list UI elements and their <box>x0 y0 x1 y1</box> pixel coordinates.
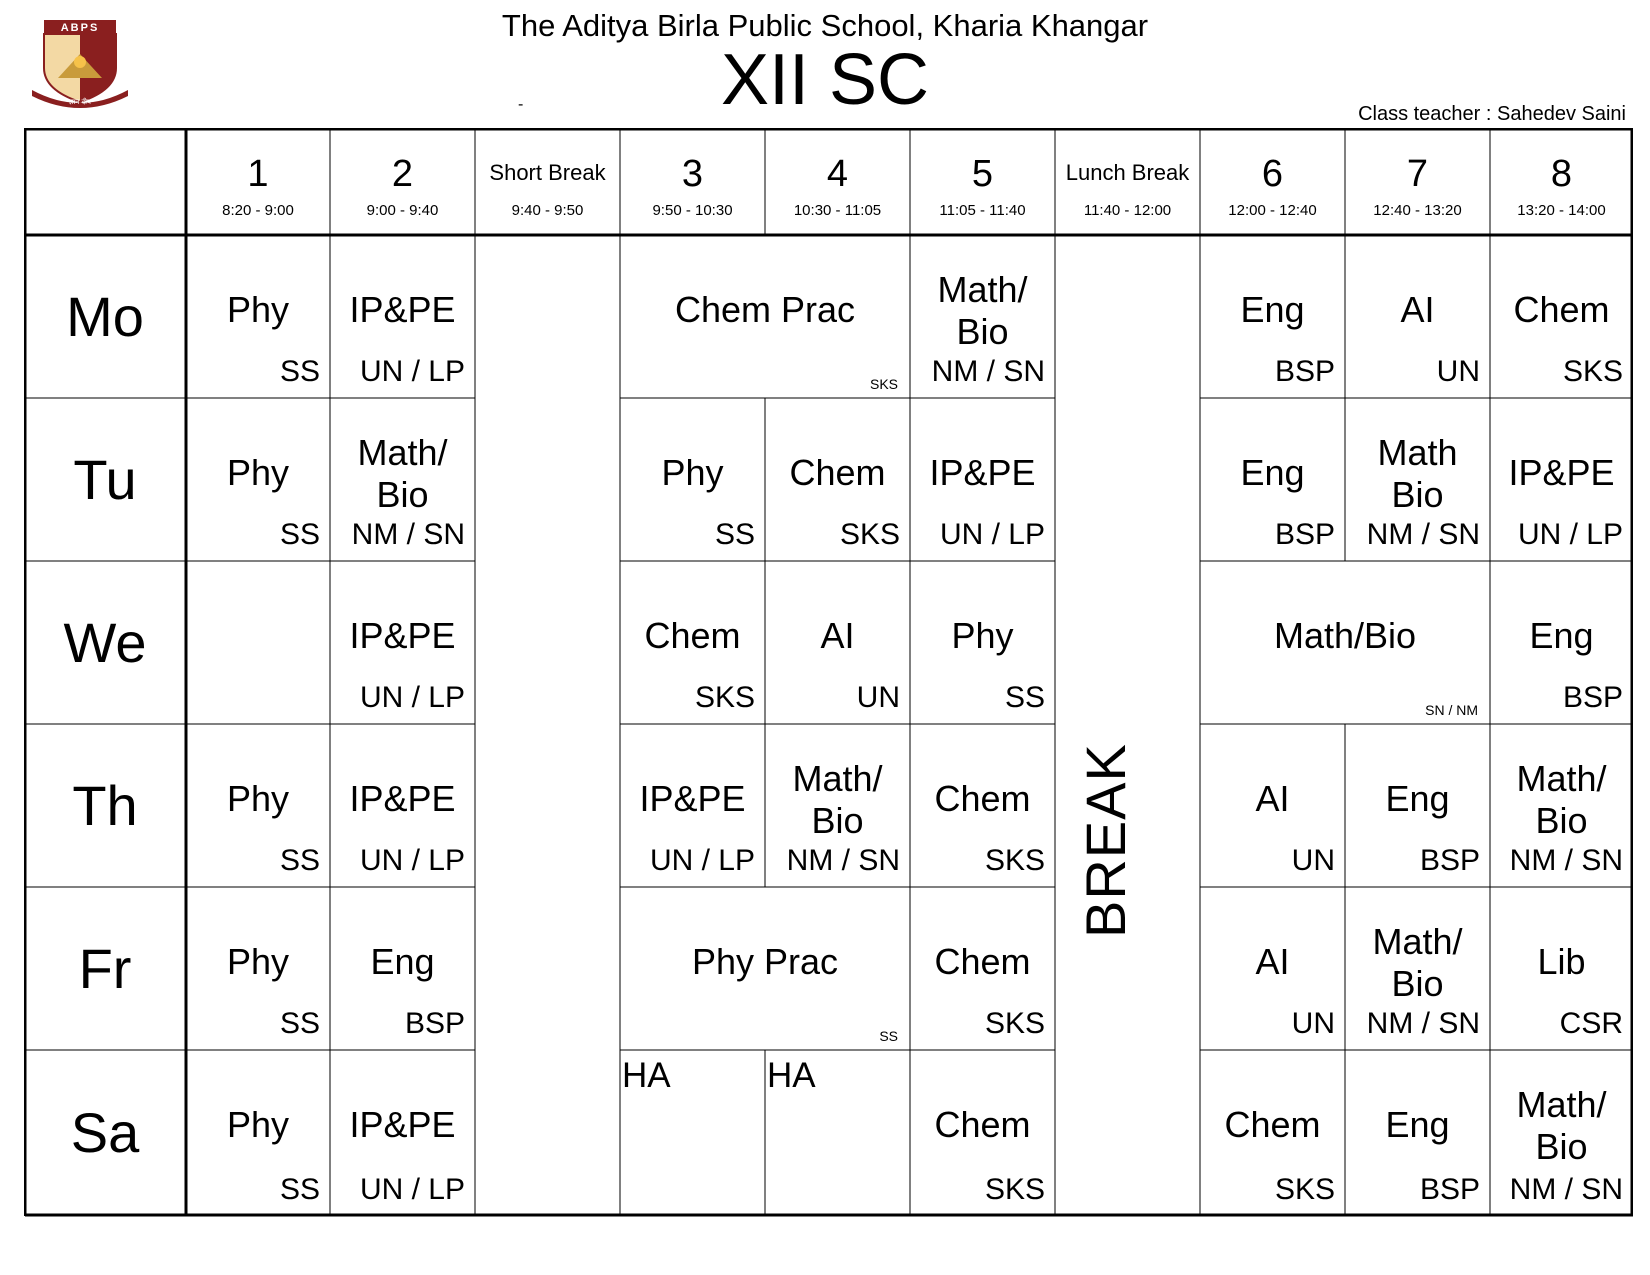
header-period-time: 12:00 - 12:40 <box>1228 202 1317 219</box>
teacher-initials: SKS <box>869 376 898 392</box>
subject-label: Phy <box>226 941 290 982</box>
subject-label: Eng <box>1385 778 1450 819</box>
header-period-time: 9:40 - 9:50 <box>511 202 584 219</box>
subject-line: Bio <box>1391 963 1444 1004</box>
teacher-initials: SKS <box>984 844 1045 877</box>
header-period-time: 9:00 - 9:40 <box>366 202 439 219</box>
subject-label: IP&PE <box>349 289 456 330</box>
timetable-cell <box>186 1050 330 1216</box>
ha-label: HA <box>767 1056 816 1095</box>
header-period-number: 5 <box>971 153 994 195</box>
subject-label: Phy <box>226 1104 290 1145</box>
subject-label: Chem <box>644 615 741 656</box>
subject-label: AI <box>1255 778 1290 819</box>
teacher-initials: CSR <box>1559 1007 1623 1040</box>
subject-label: IP&PE <box>349 778 456 819</box>
timetable-cell <box>1200 887 1345 1050</box>
timetable-cell <box>765 561 910 724</box>
subject-line: Math/ <box>1516 1084 1607 1125</box>
subject-line: Bio <box>1535 1126 1588 1167</box>
subject-label: Eng <box>1240 452 1305 493</box>
header-period-number: 6 <box>1261 153 1284 195</box>
timetable-cell <box>1490 398 1633 561</box>
class-teacher: Class teacher : Sahedev Saini <box>1358 103 1626 125</box>
teacher-initials: SKS <box>984 1173 1045 1206</box>
timetable-cell <box>1200 724 1345 887</box>
school-name: The Aditya Birla Public School, Kharia Khangar <box>501 8 1149 43</box>
subject-label: Eng <box>370 941 435 982</box>
teacher-initials: BSP <box>1419 844 1480 877</box>
header-period-time: 8:20 - 9:00 <box>222 202 294 219</box>
teacher-initials: SS <box>279 1007 320 1040</box>
subject-label: Chem <box>934 778 1031 819</box>
subject-label: AI <box>1400 289 1435 330</box>
teacher-initials: SKS <box>984 1007 1045 1040</box>
teacher-initials: UN / LP <box>939 518 1045 551</box>
teacher-initials: SN / NM <box>1425 702 1478 718</box>
subject-label: Eng <box>1240 289 1305 330</box>
ha-label: HA <box>622 1056 671 1095</box>
timetable-cell <box>1345 1050 1490 1216</box>
teacher-initials: SKS <box>694 681 755 714</box>
subject-label: Phy <box>226 289 290 330</box>
subject-line: Math/ <box>792 758 883 799</box>
teacher-initials: SS <box>279 355 320 388</box>
logo-text: ABPS <box>60 22 100 34</box>
subject-label: Chem <box>934 941 1031 982</box>
timetable-cell <box>186 235 330 398</box>
timetable-cell <box>765 724 910 887</box>
teacher-initials: SS <box>714 518 755 551</box>
timetable-cell <box>1490 1050 1633 1216</box>
timetable-cell <box>910 1050 1055 1216</box>
teacher-initials: UN <box>1291 844 1335 877</box>
teacher-initials: SS <box>879 1028 898 1044</box>
teacher-initials: SKS <box>1562 355 1623 388</box>
subject-label: IP&PE <box>639 778 746 819</box>
timetable-cell <box>620 561 765 724</box>
subject-line: Bio <box>376 474 429 515</box>
timetable-cell <box>1345 235 1490 398</box>
timetable-cell <box>765 1050 910 1216</box>
teacher-initials: UN / LP <box>359 355 465 388</box>
timetable-cell <box>1345 398 1490 561</box>
timetable-cell <box>330 724 475 887</box>
timetable-cell <box>186 561 330 724</box>
teacher-initials: SS <box>279 1173 320 1206</box>
subject-label <box>1490 758 1633 842</box>
teacher-initials: UN / LP <box>359 1173 465 1206</box>
subject-label: Math/Bio <box>1273 615 1417 656</box>
subject-label: AI <box>1255 941 1290 982</box>
timetable-cell <box>1200 561 1490 724</box>
subject-label: Phy <box>951 615 1014 656</box>
teacher-initials: UN / LP <box>359 844 465 877</box>
teacher-initials: UN <box>856 681 900 714</box>
teacher-initials: NM / SN <box>786 844 900 877</box>
subject-label <box>765 758 910 842</box>
day-label: Sa <box>70 1101 140 1164</box>
subject-label: Chem <box>1224 1104 1321 1145</box>
timetable-cell <box>620 724 765 887</box>
subject-label: Phy <box>226 452 290 493</box>
subject-line: Math <box>1377 432 1458 473</box>
timetable-cell <box>910 398 1055 561</box>
teacher-initials: UN / LP <box>649 844 755 877</box>
subject-line: Math/ <box>1372 921 1463 962</box>
teacher-initials: SKS <box>1274 1173 1335 1206</box>
subject-label: IP&PE <box>349 1104 456 1145</box>
subject-label: AI <box>820 615 855 656</box>
timetable-cell <box>1490 724 1633 887</box>
header-period-number: 8 <box>1550 153 1573 195</box>
teacher-initials: BSP <box>1274 518 1335 551</box>
subject-label: Eng <box>1529 615 1594 656</box>
subject-label <box>910 269 1055 353</box>
header-period-time: 9:50 - 10:30 <box>652 202 733 219</box>
teacher-initials: NM / SN <box>351 518 465 551</box>
timetable-cell <box>620 398 765 561</box>
day-label: Fr <box>78 936 132 1000</box>
timetable-cell <box>1490 887 1633 1050</box>
day-label: Tu <box>73 447 137 511</box>
teacher-initials: BSP <box>1419 1173 1480 1206</box>
header-period-number: 4 <box>826 153 849 195</box>
timetable-cell <box>1200 1050 1345 1216</box>
header-period-time: 12:40 - 13:20 <box>1373 202 1462 219</box>
day-label: We <box>63 610 147 674</box>
timetable-cell <box>1345 887 1490 1050</box>
teacher-initials: UN / LP <box>1517 518 1623 551</box>
day-label: Mo <box>66 284 144 348</box>
subject-line: Math/ <box>937 269 1028 310</box>
teacher-initials: SS <box>1004 681 1045 714</box>
day-label: Th <box>72 773 138 837</box>
timetable-cell <box>1200 398 1345 561</box>
teacher-initials: NM / SN <box>1366 1007 1480 1040</box>
timetable-cell <box>330 887 475 1050</box>
timetable-cell <box>910 561 1055 724</box>
timetable-cell <box>620 235 910 398</box>
header-period-number: 7 <box>1406 153 1429 195</box>
timetable-cell <box>1345 724 1490 887</box>
teacher-initials: NM / SN <box>1509 844 1623 877</box>
header-period-time: 11:40 - 12:00 <box>1083 202 1172 219</box>
timetable-cell <box>1490 235 1633 398</box>
subject-label: Lib <box>1537 941 1586 982</box>
teacher-initials: SS <box>279 844 320 877</box>
header-period-number: 3 <box>681 153 704 195</box>
subject-label <box>1490 1084 1633 1168</box>
timetable-cell <box>186 887 330 1050</box>
timetable-cell <box>910 235 1055 398</box>
subject-line: Bio <box>811 800 864 841</box>
subject-label <box>330 432 475 516</box>
subject-label: Phy <box>226 778 290 819</box>
teacher-initials: UN / LP <box>359 681 465 714</box>
header-period-number: 2 <box>391 153 414 195</box>
timetable-cell <box>910 887 1055 1050</box>
teacher-initials: SKS <box>839 518 900 551</box>
teacher-initials: NM / SN <box>1509 1173 1623 1206</box>
lunch-break-label: BREAK <box>1074 743 1137 938</box>
timetable-cell <box>330 398 475 561</box>
timetable-cell <box>620 1050 765 1216</box>
subject-label <box>1345 921 1490 1005</box>
timetable-cell <box>1490 561 1633 724</box>
subject-label: IP&PE <box>929 452 1036 493</box>
subject-label: Chem <box>934 1104 1031 1145</box>
subject-label: IP&PE <box>1508 452 1615 493</box>
timetable-cell <box>910 724 1055 887</box>
teacher-initials: BSP <box>1562 681 1623 714</box>
header-dash: - <box>518 96 524 113</box>
timetable <box>24 128 1633 1218</box>
header-period-time: 11:05 - 11:40 <box>939 202 1026 219</box>
header-break-label: Short Break <box>489 160 606 185</box>
subject-label <box>1345 432 1490 516</box>
subject-line: Math/ <box>357 432 448 473</box>
header-period-time: 10:30 - 11:05 <box>793 202 882 219</box>
teacher-initials: SS <box>279 518 320 551</box>
teacher-initials: UN <box>1291 1007 1335 1040</box>
subject-line: Bio <box>1535 800 1588 841</box>
subject-label: Phy <box>661 452 724 493</box>
timetable-cell <box>1200 235 1345 398</box>
subject-label: Phy Prac <box>691 941 839 982</box>
header-break-label: Lunch Break <box>1065 160 1190 185</box>
timetable-cell <box>620 887 910 1050</box>
header-period-number: 1 <box>247 153 269 195</box>
timetable-cell <box>186 724 330 887</box>
subject-label: Chem <box>789 452 886 493</box>
timetable-cell <box>330 1050 475 1216</box>
teacher-initials: NM / SN <box>1366 518 1480 551</box>
timetable-cell <box>186 398 330 561</box>
subject-line: Bio <box>956 311 1009 352</box>
subject-line: Bio <box>1391 474 1444 515</box>
subject-line: Math/ <box>1516 758 1607 799</box>
subject-label: Chem <box>1513 289 1610 330</box>
timetable-cell <box>330 561 475 724</box>
teacher-initials: NM / SN <box>931 355 1045 388</box>
teacher-initials: UN <box>1436 355 1480 388</box>
teacher-initials: BSP <box>404 1007 465 1040</box>
timetable-cell <box>330 235 475 398</box>
subject-label: Chem Prac <box>674 289 856 330</box>
subject-label: Eng <box>1385 1104 1450 1145</box>
header-period-time: 13:20 - 14:00 <box>1517 202 1606 219</box>
subject-label: IP&PE <box>349 615 456 656</box>
timetable-cell <box>765 398 910 561</box>
teacher-initials: BSP <box>1274 355 1335 388</box>
class-title: XII SC <box>720 40 930 120</box>
logo-motto: ज्ञान दीप <box>69 98 91 106</box>
